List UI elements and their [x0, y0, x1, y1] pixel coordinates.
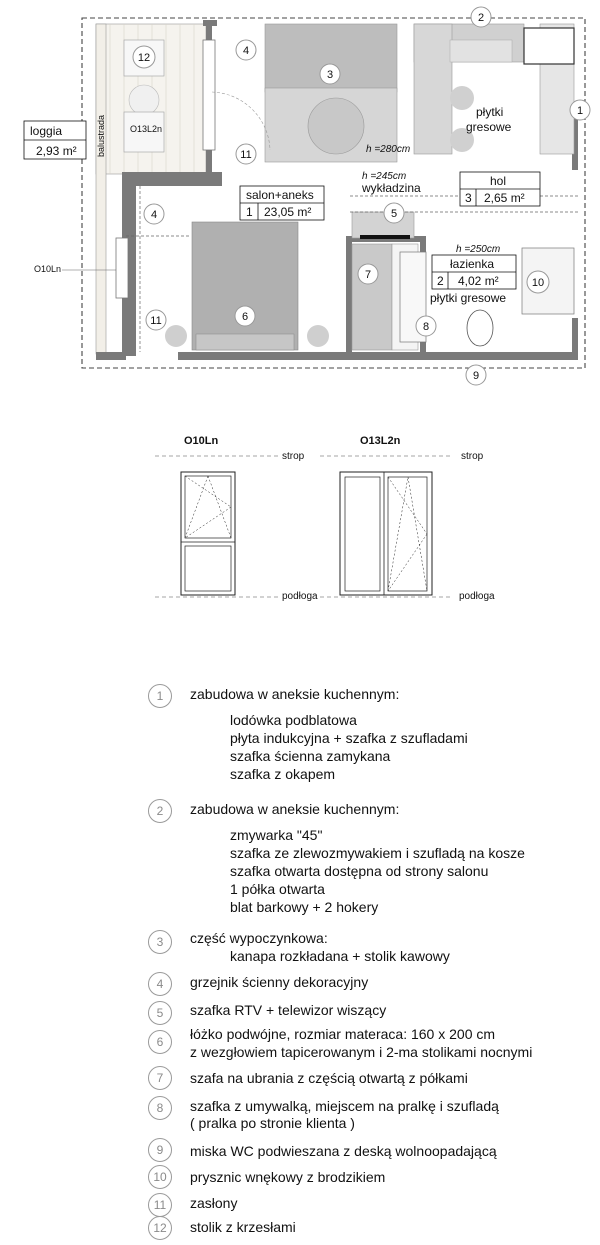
svg-text:3: 3	[326, 69, 334, 81]
floor-tiles-bath: płytki gresowe	[430, 291, 507, 305]
marker-9	[466, 365, 486, 385]
height-salon: h =280cm	[366, 144, 411, 155]
marker-6	[235, 306, 255, 326]
bed	[192, 222, 298, 350]
door-swing	[212, 92, 270, 150]
legend-title-8: szafka z umywalką, miejscem na pralkę i szufladą	[190, 1098, 499, 1114]
kitchen-fridge	[524, 28, 574, 64]
legend-title-6: łóżko podwójne, rozmiar materaca: 160 x 200 cm	[190, 1026, 496, 1042]
wardrobe	[352, 244, 392, 350]
loggia-chair-1	[129, 85, 159, 115]
tv-screen	[360, 235, 410, 239]
svg-text:12: 12	[137, 52, 151, 64]
legend-number-3: 3	[148, 930, 172, 954]
room-salon-name: salon+aneks	[246, 188, 314, 202]
svg-text:5: 5	[390, 208, 398, 220]
legend-title-5: szafka RTV + telewizor wiszący	[190, 1002, 387, 1018]
legend-sub-2-2: szafka ze zlewozmywakiem i szufladą na kosze	[230, 845, 525, 861]
legend-number-11: 11	[148, 1193, 172, 1217]
bed-headboard	[196, 334, 294, 350]
legend-title-1: zabudowa w aneksie kuchennym:	[190, 686, 400, 702]
legend-number-4: 4	[148, 972, 172, 996]
svg-text:10: 10	[531, 277, 545, 289]
legend-sub-2-4: 1 półka otwarta	[230, 881, 325, 897]
legend-sub-1-4: szafka z okapem	[230, 766, 336, 782]
svg-text:2: 2	[477, 12, 485, 24]
legend-sub-1-3: szafka ścienna zamykana	[230, 748, 391, 764]
marker-11b	[146, 310, 166, 330]
legend-title-2: zabudowa w aneksie kuchennym:	[190, 801, 400, 817]
legend-number-12: 12	[148, 1216, 172, 1240]
marker-4a	[236, 40, 256, 60]
marker-5	[384, 203, 404, 223]
window-o10ln-elevation	[181, 472, 235, 595]
svg-text:8: 8	[422, 321, 430, 333]
svg-text:7: 7	[364, 269, 372, 281]
legend-sub-2-1: zmywarka "45"	[230, 827, 323, 843]
balustrade-label: balustrada	[96, 114, 106, 157]
svg-text:9: 9	[472, 370, 480, 382]
legend-sub-1-1: lodówka podblatowa	[230, 712, 357, 728]
kitchen-bar	[414, 24, 452, 154]
floor-tiles-kitchen-1: płytki	[476, 105, 504, 119]
legend-title-4: grzejnik ścienny dekoracyjny	[190, 974, 369, 990]
marker-11a	[236, 144, 256, 164]
legend-sub-6-1: z wezgłowiem tapicerowanym i 2-ma stolikami nocnymi	[190, 1044, 533, 1060]
room-lazienka-area: 4,02 m²	[458, 274, 499, 288]
window-tag-o10ln: O10Ln	[34, 264, 62, 274]
room-salon-number: 1	[246, 205, 253, 219]
legend-title-3: część wypoczynkowa:	[190, 930, 328, 946]
legend-number-2: 2	[148, 799, 172, 823]
marker-8	[416, 316, 436, 336]
floor-label-right: podłoga	[459, 591, 495, 602]
height-bath: h =250cm	[456, 244, 501, 255]
svg-text:11: 11	[150, 315, 162, 327]
legend-number-6: 6	[148, 1030, 172, 1054]
legend-number-5: 5	[148, 1001, 172, 1025]
marker-4b	[144, 204, 164, 224]
legend-number-9: 9	[148, 1138, 172, 1162]
floor-tiles-kitchen-2: gresowe	[466, 120, 512, 134]
legend-title-10: prysznic wnękowy z brodzikiem	[190, 1169, 386, 1185]
legend-title-7: szafa na ubrania z częścią otwartą z półkami	[190, 1070, 468, 1086]
window-o13l2n-plan	[203, 40, 215, 150]
room-hol-area: 2,65 m²	[484, 191, 525, 205]
legend-sub-3-1: kanapa rozkładana + stolik kawowy	[230, 948, 450, 964]
legend-number-1: 1	[148, 684, 172, 708]
tv-cabinet	[352, 212, 414, 238]
room-hol-name: hol	[490, 174, 507, 188]
window-o10ln-plan	[116, 238, 128, 298]
room-lazienka-name: łazienka	[450, 257, 495, 271]
floor-plan	[0, 0, 600, 395]
marker-3	[320, 64, 340, 84]
nightstand-left	[165, 325, 187, 347]
marker-7	[358, 264, 378, 284]
wc-bowl	[467, 310, 493, 346]
balustrade	[96, 24, 106, 354]
room-salon-area: 23,05 m²	[264, 205, 312, 219]
marker-10	[527, 271, 549, 293]
nightstand-right	[307, 325, 329, 347]
svg-text:4: 4	[150, 209, 158, 221]
legend-number-8: 8	[148, 1096, 172, 1120]
legend-sub-1-2: płyta indukcyjna + szafka z szufladami	[230, 730, 468, 746]
floor-carpet: wykładzina	[362, 181, 421, 195]
legend-sub-2-3: szafka otwarta dostępna od strony salonu	[230, 863, 489, 879]
room-lazienka-number: 2	[437, 274, 444, 288]
legend-title-11: zasłony	[190, 1195, 238, 1211]
legend-title-12: stolik z krzesłami	[190, 1219, 296, 1235]
loggia-label: loggia	[30, 124, 63, 138]
svg-text:4: 4	[242, 45, 250, 57]
ceiling-label-right: strop	[461, 451, 484, 462]
elevation-title-left: O10Ln	[184, 435, 219, 447]
window-o13l2n-elevation	[340, 472, 432, 595]
window-elevations	[0, 425, 600, 615]
height-hol: h =245cm	[362, 171, 407, 182]
window-tag-o13l2n: O13L2n	[130, 124, 163, 134]
sink-cabinet	[450, 40, 512, 62]
coffee-table	[308, 98, 364, 154]
floor-label-left: podłoga	[282, 591, 318, 602]
svg-text:6: 6	[241, 311, 249, 323]
legend-number-7: 7	[148, 1066, 172, 1090]
marker-2	[471, 7, 491, 27]
marker-12	[133, 46, 155, 68]
legend-number-10: 10	[148, 1165, 172, 1189]
svg-text:11: 11	[240, 149, 252, 161]
legend-sub-2-5: blat barkowy + 2 hokery	[230, 899, 379, 915]
loggia-area: 2,93 m²	[36, 144, 77, 158]
legend-title-9: miska WC podwieszana z deską wolnoopadającą	[190, 1143, 497, 1159]
svg-text:1: 1	[576, 105, 584, 117]
stool-1	[450, 86, 474, 110]
marker-1	[570, 100, 590, 120]
elevation-title-right: O13L2n	[360, 435, 401, 447]
room-hol-number: 3	[465, 191, 472, 205]
ceiling-label-left: strop	[282, 451, 305, 462]
legend-sub-8-1: ( pralka po stronie klienta )	[190, 1115, 355, 1131]
